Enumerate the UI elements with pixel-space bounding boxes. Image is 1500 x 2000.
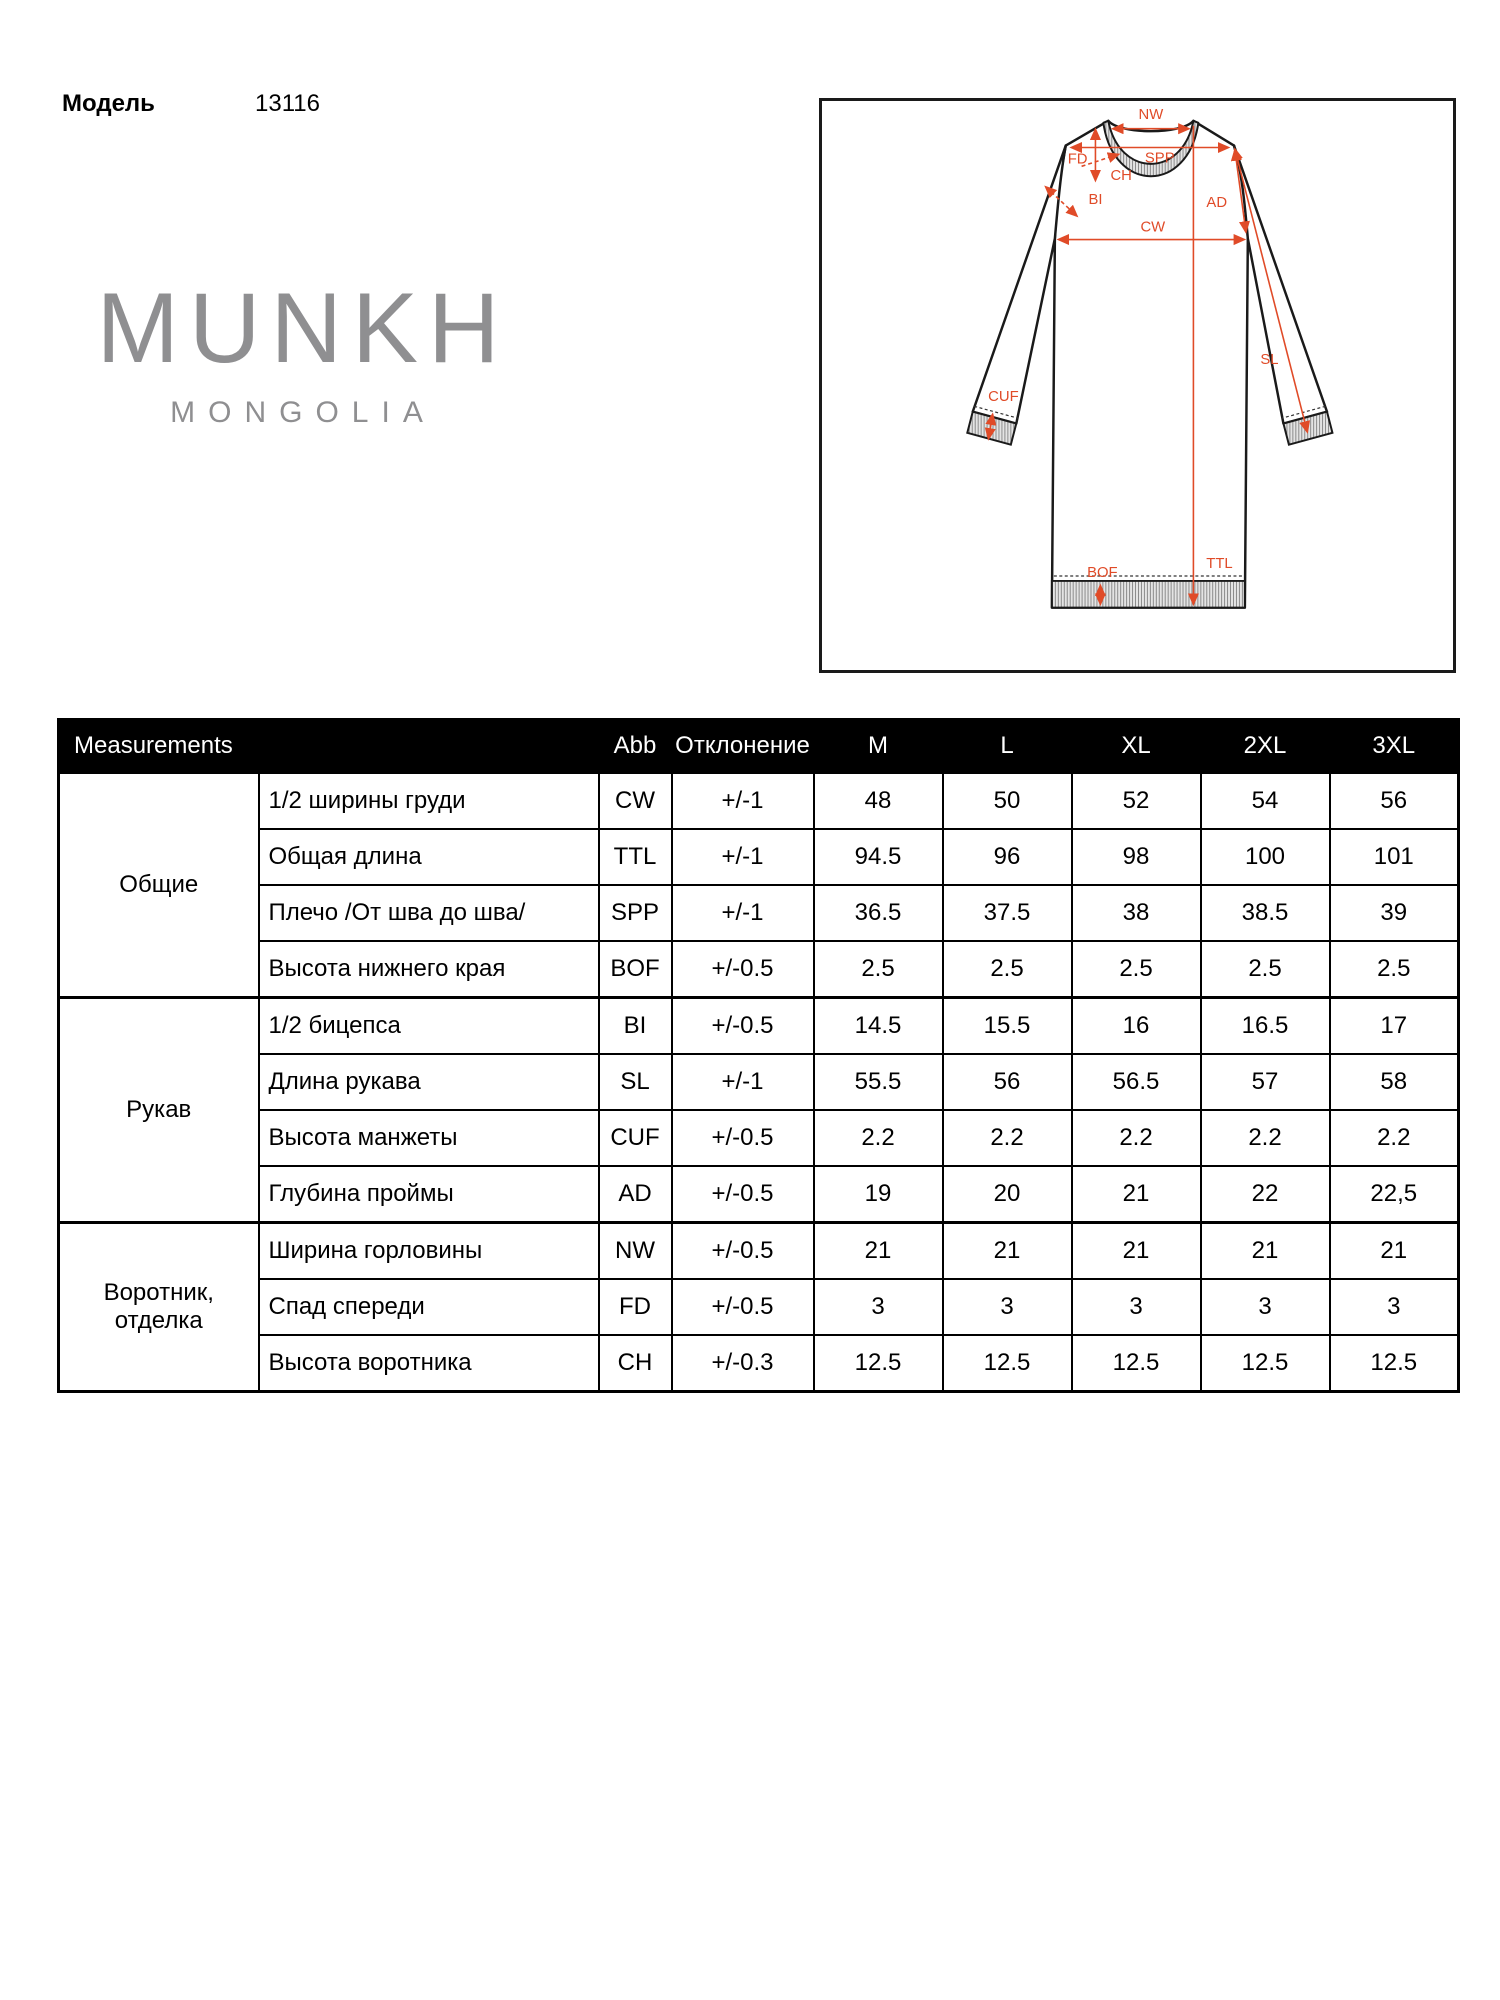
group-label-general: Общие	[59, 773, 259, 998]
measure-abb: SPP	[599, 885, 672, 941]
value-m: 14.5	[814, 998, 943, 1055]
table-row	[59, 1110, 1459, 1166]
measure-deviation: +/-0.5	[672, 1110, 814, 1166]
value-m: 48	[814, 773, 943, 830]
table-row	[59, 1166, 1459, 1223]
value-3xl: 17	[1330, 998, 1459, 1055]
garment-diagram-frame	[819, 98, 1456, 673]
measure-deviation: +/-0.5	[672, 1223, 814, 1280]
measure-abb: TTL	[599, 829, 672, 885]
value-2xl: 21	[1201, 1223, 1330, 1280]
value-2xl: 2.2	[1201, 1110, 1330, 1166]
value-3xl: 12.5	[1330, 1335, 1459, 1392]
measure-name: Плечо /От шва до шва/	[259, 885, 599, 941]
bof-label: BOF	[1087, 564, 1118, 581]
ttl-label: TTL	[1206, 556, 1233, 573]
table-row	[59, 773, 1459, 830]
value-xl: 52	[1072, 773, 1201, 830]
ad-label: AD	[1206, 194, 1228, 211]
value-3xl: 2.5	[1330, 941, 1459, 998]
column-header-size-xl: XL	[1072, 720, 1201, 773]
measure-deviation: +/-0.5	[672, 1279, 814, 1335]
value-3xl: 58	[1330, 1054, 1459, 1110]
value-xl: 98	[1072, 829, 1201, 885]
value-l: 50	[943, 773, 1072, 830]
ch-label: CH	[1110, 168, 1132, 185]
value-2xl: 100	[1201, 829, 1330, 885]
measure-deviation: +/-0.5	[672, 998, 814, 1055]
value-3xl: 22,5	[1330, 1166, 1459, 1223]
value-2xl: 16.5	[1201, 998, 1330, 1055]
measure-deviation: +/-0.5	[672, 1166, 814, 1223]
value-m: 36.5	[814, 885, 943, 941]
measure-name: Общая длина	[259, 829, 599, 885]
value-xl: 2.2	[1072, 1110, 1201, 1166]
garment-left-sleeve	[973, 146, 1066, 424]
value-l: 37.5	[943, 885, 1072, 941]
value-2xl: 38.5	[1201, 885, 1330, 941]
group-label-collar: Воротник, отделка	[59, 1223, 259, 1392]
value-xl: 21	[1072, 1166, 1201, 1223]
measure-abb: NW	[599, 1223, 672, 1280]
table-row	[59, 1054, 1459, 1110]
value-m: 3	[814, 1279, 943, 1335]
value-3xl: 101	[1330, 829, 1459, 885]
value-m: 55.5	[814, 1054, 943, 1110]
measure-abb: FD	[599, 1279, 672, 1335]
value-xl: 38	[1072, 885, 1201, 941]
model-number: 13116	[255, 90, 320, 117]
table-row	[59, 1279, 1459, 1335]
value-m: 12.5	[814, 1335, 943, 1392]
measure-name: Длина рукава	[259, 1054, 599, 1110]
column-header-size-3xl: 3XL	[1330, 720, 1459, 773]
value-l: 12.5	[943, 1335, 1072, 1392]
value-2xl: 22	[1201, 1166, 1330, 1223]
measure-abb: BI	[599, 998, 672, 1055]
value-l: 3	[943, 1279, 1072, 1335]
brand-logo-subtext: MONGOLIA	[170, 396, 436, 429]
measure-deviation: +/-1	[672, 1054, 814, 1110]
value-2xl: 54	[1201, 773, 1330, 830]
column-header-abb: Abb	[599, 720, 672, 773]
value-xl: 21	[1072, 1223, 1201, 1280]
value-xl: 3	[1072, 1279, 1201, 1335]
cw-label: CW	[1140, 219, 1166, 236]
measure-deviation: +/-0.5	[672, 941, 814, 998]
measure-name: Глубина проймы	[259, 1166, 599, 1223]
nw-label: NW	[1138, 106, 1164, 123]
measure-deviation: +/-0.3	[672, 1335, 814, 1392]
measure-name: Высота воротника	[259, 1335, 599, 1392]
value-xl: 16	[1072, 998, 1201, 1055]
value-m: 94.5	[814, 829, 943, 885]
spp-label: SPP	[1144, 150, 1175, 167]
brand-logo	[78, 272, 528, 430]
table-row	[59, 1223, 1459, 1280]
table-row	[59, 941, 1459, 998]
measure-name: 1/2 ширины груди	[259, 773, 599, 830]
value-l: 20	[943, 1166, 1072, 1223]
value-l: 15.5	[943, 998, 1072, 1055]
column-header-deviation: Отклонение	[672, 720, 814, 773]
table-row	[59, 885, 1459, 941]
measure-deviation: +/-1	[672, 829, 814, 885]
value-2xl: 3	[1201, 1279, 1330, 1335]
table-row	[59, 998, 1459, 1055]
measure-abb: CUF	[599, 1110, 672, 1166]
value-l: 2.5	[943, 941, 1072, 998]
value-3xl: 21	[1330, 1223, 1459, 1280]
measure-abb: CH	[599, 1335, 672, 1392]
value-l: 96	[943, 829, 1072, 885]
value-m: 19	[814, 1166, 943, 1223]
value-l: 2.2	[943, 1110, 1072, 1166]
value-xl: 12.5	[1072, 1335, 1201, 1392]
value-l: 21	[943, 1223, 1072, 1280]
value-2xl: 12.5	[1201, 1335, 1330, 1392]
measure-abb: SL	[599, 1054, 672, 1110]
value-m: 2.2	[814, 1110, 943, 1166]
measure-abb: CW	[599, 773, 672, 830]
measurements-table	[57, 718, 1460, 1393]
table-row	[59, 1335, 1459, 1392]
column-header-size-l: L	[943, 720, 1072, 773]
column-header-measurements: Measurements	[59, 720, 599, 773]
value-m: 21	[814, 1223, 943, 1280]
measure-abb: BOF	[599, 941, 672, 998]
table-header-row	[59, 720, 1459, 773]
group-label-sleeve: Рукав	[59, 998, 259, 1223]
value-3xl: 39	[1330, 885, 1459, 941]
measure-deviation: +/-1	[672, 773, 814, 830]
measure-name: Высота нижнего края	[259, 941, 599, 998]
measure-deviation: +/-1	[672, 885, 814, 941]
cuf-label: CUF	[988, 388, 1019, 405]
table-row	[59, 829, 1459, 885]
garment-flat-sketch-image	[822, 101, 1453, 670]
measure-name: Высота манжеты	[259, 1110, 599, 1166]
measure-name: 1/2 бицепса	[259, 998, 599, 1055]
value-3xl: 56	[1330, 773, 1459, 830]
sl-label: SL	[1260, 352, 1279, 369]
garment-hem-rib	[1052, 581, 1245, 608]
model-label: Модель	[62, 90, 155, 117]
value-l: 56	[943, 1054, 1072, 1110]
brand-logo-text: MUNKH	[96, 272, 510, 383]
value-xl: 56.5	[1072, 1054, 1201, 1110]
fd-label: FD	[1067, 151, 1088, 168]
column-header-size-m: M	[814, 720, 943, 773]
measure-name: Ширина горловины	[259, 1223, 599, 1280]
value-xl: 2.5	[1072, 941, 1201, 998]
bi-label: BI	[1088, 191, 1103, 208]
measure-name: Спад спереди	[259, 1279, 599, 1335]
garment-body-outline	[1052, 121, 1248, 608]
column-header-size-2xl: 2XL	[1201, 720, 1330, 773]
measure-abb: AD	[599, 1166, 672, 1223]
value-2xl: 57	[1201, 1054, 1330, 1110]
value-3xl: 3	[1330, 1279, 1459, 1335]
value-2xl: 2.5	[1201, 941, 1330, 998]
value-3xl: 2.2	[1330, 1110, 1459, 1166]
value-m: 2.5	[814, 941, 943, 998]
